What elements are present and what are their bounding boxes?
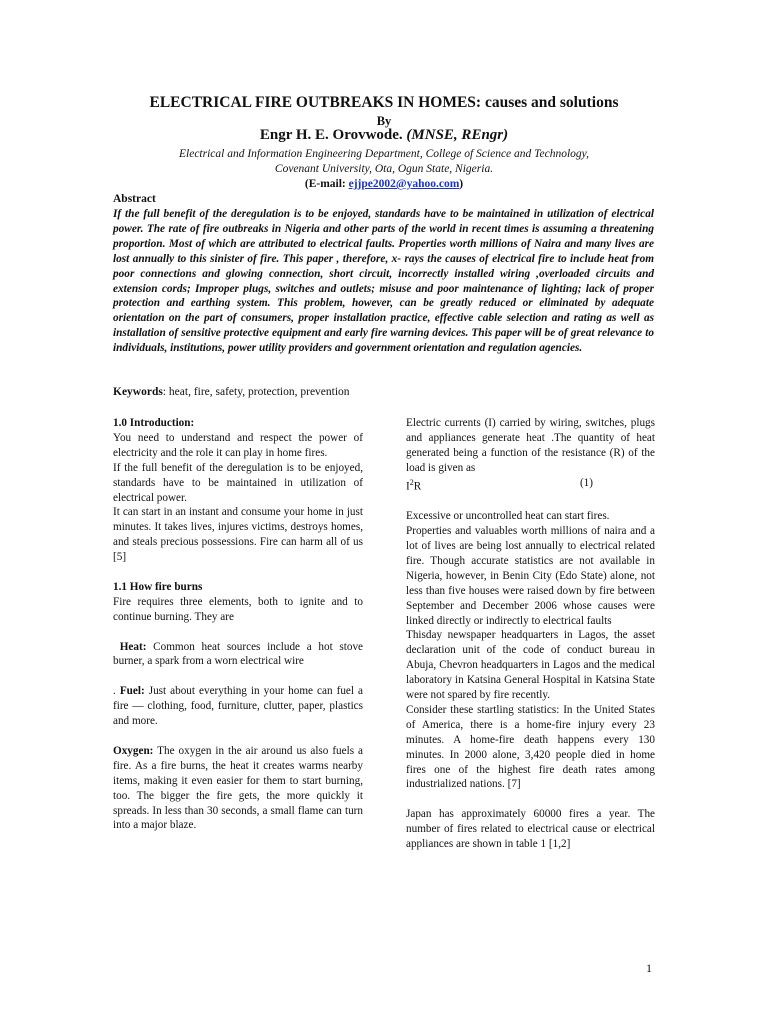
fuel-paragraph (113, 684, 363, 729)
email-line (0, 178, 768, 190)
heat-text: Common heat sources include a hot stove burner, a spark from a worn electrical wire (113, 640, 364, 668)
equation-number: (1) (579, 476, 593, 489)
left-column (113, 416, 363, 833)
email-link[interactable]: ejjpe2002@yahoo.com (348, 178, 460, 190)
intro-heading: 1.0 Introduction: (113, 417, 195, 429)
statistics-paragraph: Consider these startling statistics: In the United States of America, there is a home-fire injury every 23 minutes. A home-fire death happens every 130 minutes. In 2000 alone, 3,420 people died in home fires one of the highest fire death rates among industrialized nations. [7] (406, 703, 655, 791)
excessive-heat-paragraph: Excessive or uncontrolled heat can start fires. (406, 510, 610, 523)
oxygen-paragraph (113, 744, 363, 833)
intro-paragraph-2: If the full benefit of the deregulation is to be enjoyed, standards have to be maintained in utilization of electrical power. (113, 461, 363, 504)
right-column (406, 416, 655, 852)
author-name: Engr H. E. Orovwode. (259, 127, 407, 143)
formula (406, 476, 421, 495)
affiliation-line-2: Covenant University, Ota, Ogun State, Nigeria. (274, 163, 494, 175)
oxygen-text: The oxygen in the air around us also fuels a fire. As a fire burns, the heat it creates warms nearby items, making it even easier for them to start burning, too. The bigger the fire gets, the more quickly it spreads. In less than 30 seconds, a small flame can turn into a major blaze. (113, 744, 363, 832)
fuel-text: Just about everything in your home can fuel a fire — clothing, food, furniture, clutter, paper, plastics and more. (113, 685, 363, 728)
abstract-heading: Abstract (113, 193, 156, 205)
email-prefix: (E-mail: (304, 178, 349, 190)
by-line: By (376, 114, 392, 128)
formula-rest: R (413, 480, 422, 493)
formula-exponent: 2 (409, 477, 414, 487)
abstract-text: If the full benefit of the deregulation is to be enjoyed, standards have to be maintained in utilization of electrical power. The rate of fire outbreaks in Nigeria and other parts of the world in recent times is assuming a threatening proportion. Most of which are attributed to electrical faults. Properties worth millions of Naira and many lives are lost annually to this sinister of fire. This paper , therefore, x- rays the causes of electrical fire to include heat from poor connections and glowing connection, short circuit, incorrectly installed wiring ,overloaded circuits and extension cords; Improper plugs, switches and outlets; misuse and poor maintenance of lighting; lack of proper protection and earthing system. This problem, however, can be greatly reduced or eliminated by adequate orientation on the part of consumers, proper installation practice, effective cable selection and rating as well as installation of sensitive protective equipment and early fire warning devices. This paper will be of great relevance to individuals, institutions, power utility providers and government orientation and regulation agencies. (113, 208, 654, 355)
oxygen-label: Oxygen: (113, 744, 154, 757)
paper-title: ELECTRICAL FIRE OUTBREAKS IN HOMES: causes and solutions (149, 94, 619, 111)
affiliation-line-1: Electrical and Information Engineering Department, College of Science and Technology, (179, 148, 589, 160)
japan-paragraph: Japan has approximately 60000 fires a year. The number of fires related to electrical cause or electrical appliances are shown in table 1 [1,2] (406, 808, 655, 851)
how-fire-burns-paragraph: Fire requires three elements, both to ignite and to continue burning. They are (113, 595, 363, 623)
thisday-paragraph: Thisday newspaper headquarters in Lagos, the asset declaration unit of the code of conduct bureau in Abuja, Chevron headquarters in Lagos and the medical laboratory in Katsina General Hospital in Katsina State were not spared by fire recently. (406, 629, 655, 702)
properties-paragraph: Properties and valuables worth millions of naira and a lot of lives are being lost annually to electrical related fire. Though accurate statistics are not available in Nigeria, however, in Benin City (Edo State) alone, not less than five houses were raised down by fire between September and December 2006 whose causes were linked directly or indirectly to electrical faults (406, 525, 655, 627)
intro-paragraph-1: You need to understand and respect the power of electricity and the role it can play in home fires. (113, 431, 363, 459)
fuel-label: Fuel: (119, 685, 145, 698)
author-credentials: (MNSE, REngr) (406, 127, 509, 143)
keywords-line (113, 386, 350, 398)
page-number: 1 (646, 961, 652, 975)
current-paragraph: Electric currents (I) carried by wiring, switches, plugs and appliances generate heat .The quantity of heat generated being a function of the resistance (R) of the load is given as (406, 417, 655, 474)
fuel-prefix: . (113, 685, 120, 698)
keywords-text: : heat, fire, safety, protection, prevention (162, 386, 350, 398)
author-line (0, 127, 768, 144)
formula-line (406, 476, 655, 495)
email-suffix: ) (459, 178, 464, 190)
formula-base: I (406, 480, 410, 493)
heat-label: Heat: (119, 640, 147, 653)
how-fire-burns-heading: 1.1 How fire burns (113, 580, 203, 593)
keywords-label: Keywords (113, 386, 163, 398)
heat-paragraph (113, 640, 363, 670)
intro-paragraph-3: It can start in an instant and consume your home in just minutes. It takes lives, injures victims, destroys homes, and steals precious possessions. Fire can harm all of us [5] (113, 506, 363, 564)
